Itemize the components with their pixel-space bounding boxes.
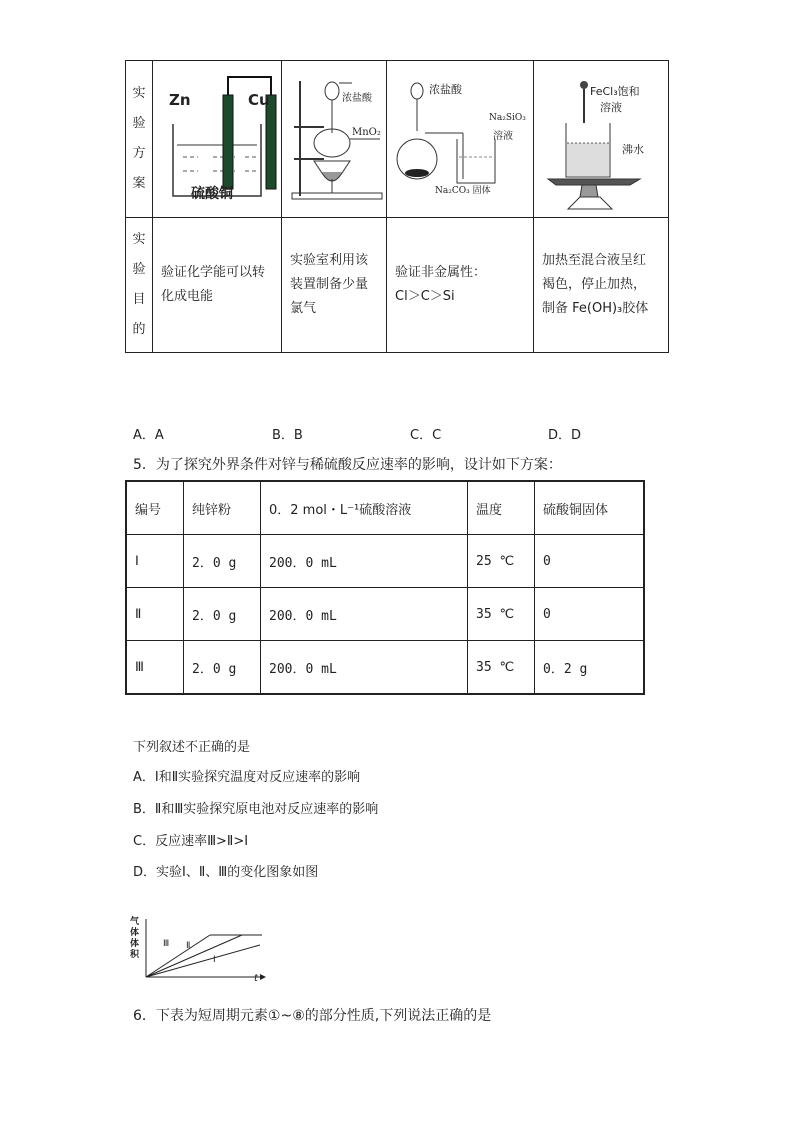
table-cell: 200．0 mL: [261, 588, 468, 641]
ferric-chloride-solution-label: 溶液: [600, 101, 622, 114]
experiment-table: [125, 60, 669, 353]
line-label-i: Ⅰ: [213, 955, 216, 965]
ylabel-char: 体: [130, 928, 140, 938]
header-cell: 温度: [468, 481, 535, 535]
purpose-line: 褐色，停止加热，: [542, 277, 647, 292]
zn-label: Zn: [169, 91, 191, 109]
table-cell: 2．0 g: [184, 535, 261, 588]
apparatus-d-cell: [534, 61, 669, 218]
table-cell: 2．0 g: [184, 641, 261, 695]
header-cell: 编号: [126, 481, 184, 535]
row-header-scheme: [126, 61, 153, 218]
table-cell: Ⅲ: [126, 641, 184, 695]
gas-volume-graph: [130, 915, 270, 990]
line-label-iii: Ⅲ: [163, 939, 170, 949]
apparatus-c-cell: [387, 61, 534, 218]
header-char: 验: [132, 262, 146, 277]
table-cell: 0．2 g: [535, 641, 645, 695]
graph-ylabel: [130, 917, 142, 961]
table-cell: 35 ℃: [468, 641, 535, 695]
table-cell: Ⅱ: [126, 588, 184, 641]
ylabel-char: 积: [130, 950, 140, 960]
header-char: 案: [132, 176, 146, 191]
q4-option-d[interactable]: D．D: [548, 428, 582, 443]
graph-xlabel: t: [254, 973, 258, 984]
purpose-line: 实验室利用该: [290, 253, 369, 268]
table-header-row: [126, 481, 644, 535]
apparatus-b-cell: [282, 61, 387, 218]
hcl-label: 浓盐酸: [429, 83, 462, 96]
purpose-c: [387, 218, 534, 353]
q5-stem: 5．为了探究外界条件对锌与稀硫酸反应速率的影响，设计如下方案：: [133, 457, 562, 473]
apparatus-d: [534, 61, 668, 217]
line-label-ii: Ⅱ: [186, 941, 191, 951]
purpose-line: 制备 Fe(OH)₃胶体: [542, 301, 649, 316]
apparatus-a-cell: [153, 61, 282, 218]
header-char: 实: [132, 232, 146, 247]
q5-option-a[interactable]: A．Ⅰ和Ⅱ实验探究温度对反应速率的影响: [133, 770, 361, 785]
ferric-chloride-label: FeCl₃饱和: [590, 85, 640, 98]
q4-option-a[interactable]: A．A: [133, 428, 164, 443]
header-char: 实: [132, 86, 146, 101]
header-char: 目: [132, 292, 146, 307]
header-char: 方: [132, 146, 146, 161]
purpose-line: 氯气: [290, 301, 317, 316]
table-cell: 25 ℃: [468, 535, 535, 588]
purpose-line: 验证化学能可以转: [161, 265, 266, 280]
table-cell: 2．0 g: [184, 588, 261, 641]
chlorine-apparatus-diagram: [282, 61, 386, 217]
silicate-label: Na₂SiO₃: [489, 113, 526, 123]
boiling-water-label: 沸水: [622, 143, 644, 156]
apparatus-b: [282, 61, 386, 217]
ylabel-char: 体: [130, 939, 140, 949]
q5-option-c[interactable]: C．反应速率Ⅲ>Ⅱ>Ⅰ: [133, 834, 249, 849]
header-cell: 纯锌粉: [184, 481, 261, 535]
table-cell: 200．0 mL: [261, 641, 468, 695]
ylabel-char: 气: [130, 917, 140, 927]
q5-option-d[interactable]: D．实验Ⅰ、Ⅱ、Ⅲ的变化图象如图: [133, 865, 319, 880]
row-header-purpose: [126, 218, 153, 353]
line-iii: [146, 935, 210, 977]
line-i: [146, 945, 260, 977]
purpose-line: 化成电能: [161, 289, 214, 304]
carbonate-label: Na₂CO₃ 固体: [435, 186, 491, 196]
apparatus-c: [387, 61, 533, 217]
purpose-d: [534, 218, 669, 353]
header-char: 验: [132, 116, 146, 131]
purpose-line: 验证非金属性：: [395, 265, 487, 280]
q5-data-table: [125, 480, 645, 695]
table-cell: 35 ℃: [468, 588, 535, 641]
apparatus-a: [153, 61, 281, 217]
header-cell: 0．2 mol・L⁻¹硫酸溶液: [261, 481, 468, 535]
hcl-label: 浓盐酸: [342, 93, 372, 104]
q5-prompt: 下列叙述不正确的是: [133, 740, 251, 755]
q6-stem: 6．下表为短周期元素①~⑧的部分性质,下列说法正确的是: [133, 1008, 492, 1024]
table-row: [126, 641, 644, 695]
table-cell: 0: [535, 535, 645, 588]
table-cell: 0: [535, 588, 645, 641]
mno2-label: MnO₂: [352, 127, 381, 138]
copper-sulfate-caption: 硫酸铜: [191, 186, 233, 202]
q4-option-b[interactable]: B．B: [272, 428, 303, 443]
line-ii: [146, 935, 242, 977]
silicate-solution-label: 溶液: [493, 131, 513, 142]
purpose-a: [153, 218, 282, 353]
table-row: [126, 588, 644, 641]
q4-option-c[interactable]: C．C: [410, 428, 442, 443]
table-cell: Ⅰ: [126, 535, 184, 588]
purpose-b: [282, 218, 387, 353]
purpose-line: Cl＞C＞Si: [395, 289, 455, 304]
q5-option-b[interactable]: B．Ⅱ和Ⅲ实验探究原电池对反应速率的影响: [133, 802, 379, 817]
header-cell: 硫酸铜固体: [535, 481, 645, 535]
header-char: 的: [132, 322, 146, 337]
cu-label: Cu: [248, 91, 270, 109]
table-cell: 200．0 mL: [261, 535, 468, 588]
graph-plot: [142, 915, 270, 990]
purpose-line: 装置制备少量: [290, 277, 369, 292]
purpose-line: 加热至混合液呈红: [542, 253, 647, 268]
table-row: [126, 535, 644, 588]
